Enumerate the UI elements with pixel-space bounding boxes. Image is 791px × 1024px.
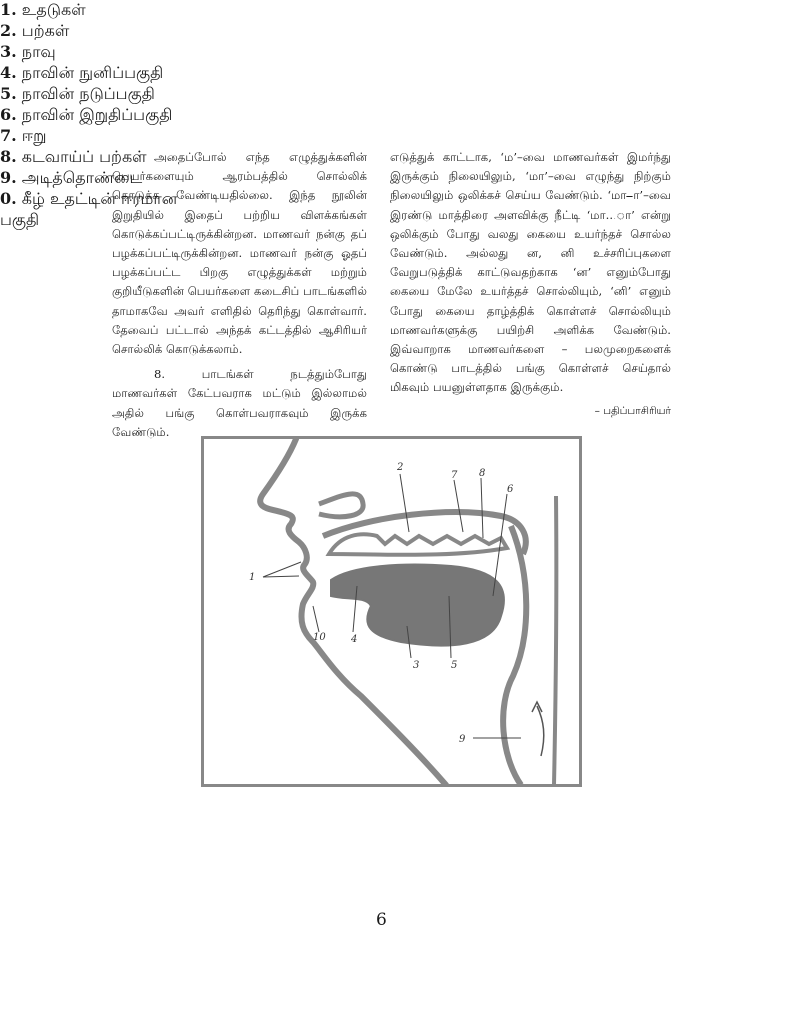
legend-left: [0, 0, 220, 105]
label-1: 1: [249, 572, 256, 583]
paragraph-numbered: [112, 365, 367, 442]
legend-item: 9. அடித்தொண்டை: [0, 168, 143, 187]
legend-item: 7. ஈறு: [0, 126, 47, 145]
legend-item: 5. நாவின் நடுப்பகுதி: [0, 84, 155, 103]
legend-item: 3. நாவு: [0, 42, 56, 61]
label-2: 2: [397, 462, 404, 473]
upper-teeth: [329, 534, 507, 554]
left-text-column: [112, 148, 367, 442]
label-6: 6: [507, 484, 514, 495]
pharynx-wall: [554, 496, 556, 785]
label-9: 9: [459, 734, 466, 745]
airflow-arrow: [537, 706, 544, 756]
nose-outline: [319, 494, 363, 517]
right-text-column: [390, 148, 671, 421]
label-10: 10: [313, 632, 326, 643]
legend-item: 0. கீழ் உதட்டின் ஈரமான பகுதி: [0, 189, 178, 229]
page-number: 6: [376, 910, 387, 930]
legend-item: 1. உதடுகள்: [0, 0, 86, 19]
legend-item: 6. நாவின் இறுதிப்பகுதி: [0, 105, 173, 124]
legend-item: 2. பற்கள்: [0, 21, 70, 40]
paragraph: எடுத்துக் காட்டாக, ‘ம’–வை மாணவர்கள் இமர்ந்து இருக்கும் நிலையிலும், ‘மா’–வை எழுந்து நிற்கும் நிலையிலும் ஒலிக்கச் செய்ய வேண்டும். ‘மா–ா’–வை இரண்டு மாத்திரை அளவிக்கு நீட்டி ‘மா...ா’ என்று ஒலிக்கும் போது வலது கையை உயர்ந்தச் சொல்ல வேண்டும். அல்லது ன, னி உச்சரிப்புகளை வேறுபடுத்திக் காட்டுவதற்காக ‘ன’ எனும்போது கையை மேலே உயர்த்தச் சொல்லியும், ‘னி’ எனும் போது கையை தாழ்த்திக் கொள்ளச் சொல்லியும் மாணவர்களுக்கு பயிற்சி அளிக்க வேண்டும். இவ்வாறாக மாணவர்களை – பலமுறைகளைக் கொண்டு பாடத்தில் பங்கு கொள்ளச் செய்தால் மிகவும் பயனுள்ளதாக இருக்கும்.: [390, 150, 671, 395]
throat-outline: [503, 526, 526, 785]
paragraph: அதைப்போல் எந்த எழுத்துக்களின் பெயர்களையும் ஆரம்பத்தில் சொல்லிக் கொடுக்க வேண்டியதில்லை. இந்த நூலின் இறுதியில் இதைப் பற்றிய விளக்கங்கள் கொடுக்கப்பட்டிருக்கின்றன. மாணவர் நன்கு தப் பழக்கப்பட்டிருக்கின்றன. மாணவர் நன்கு ஓதப் பழக்கப்பட்ட பிறகு எழுத்துக்கள் மற்றும் குறியீடுகளின் பெயர்களை கடைசிப் பாடங்களில் தாமாகவே அவர் எளிதில் தெரிந்து கொள்வார். தேவைப் பட்டால் அந்தக் கட்டத்தில் ஆசிரியர் சொல்லிக் கொடுக்கலாம்.: [112, 150, 367, 357]
signature: – பதிப்பாசிரியர்: [594, 404, 671, 417]
paragraph-number: 8.: [154, 367, 166, 382]
legend-item: 4. நாவின் நுனிப்பகுதி: [0, 63, 164, 82]
label-3: 3: [413, 660, 420, 671]
mouth-anatomy-diagram: [201, 436, 582, 787]
label-7: 7: [451, 470, 458, 481]
paragraph-text: பாடங்கள் நடத்தும்போது மாணவர்கள் கேட்பவராக மட்டும் இல்லாமல் அதில் பங்கு கொள்பவராகவும் இருக்க வேண்டும்.: [112, 367, 368, 439]
label-5: 5: [451, 660, 458, 671]
legend-item: 8. கடவாய்ப் பற்கள்: [0, 147, 147, 166]
label-4: 4: [351, 634, 358, 645]
label-8: 8: [479, 468, 486, 479]
